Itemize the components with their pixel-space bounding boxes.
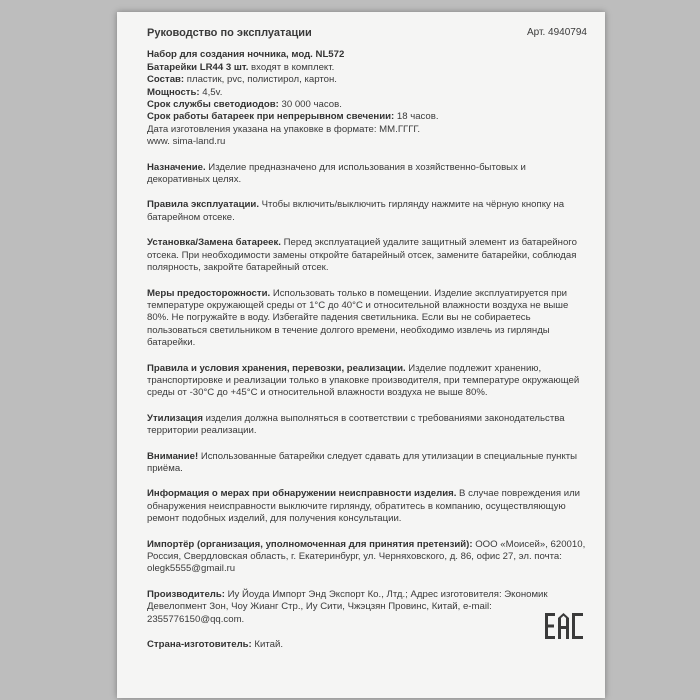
website: www. sima-land.ru (147, 136, 226, 148)
section-storage: Правила и условия хранения, перевозки, реализации. Изделие подлежит хранению, транспортировке и реализации только в упаковке производителя, при температуре окружающей среды от -30°С до +45°С и относительной влажности воздуха не выше 80%. (147, 362, 580, 399)
section-country: Страна-изготовитель: Китай. (147, 639, 284, 651)
section-attention: Внимание! Использованные батарейки следует сдавать для утилизации в специальные пункты приёма. (147, 450, 578, 474)
spec-date: Дата изготовления указана на упаковке в формате: ММ.ГГГГ. (147, 123, 421, 135)
sheet-content (147, 27, 587, 651)
spec-batteries: Батарейки LR44 3 шт. входят в комплект. (147, 61, 335, 73)
section-importer: Импортёр (организация, уполномоченная для принятия претензий): ООО «Моисей», 620010, Россия, Свердловская область, г. Екатеринбург, ул. Черняховского, д. 86, офис 27, эл. почта: olegk5555@gmail.ru (147, 538, 586, 575)
spec-battery-time: Срок работы батареек при непрерывном свечении: 18 часов. (147, 111, 439, 123)
section-disposal: Утилизация изделия должна выполняться в соответствии с требованиями законодательства территории реализации. (147, 412, 565, 437)
instruction-sheet (117, 12, 605, 698)
section-precautions: Меры предосторожности. Использовать только в помещении. Изделие эксплуатируется при температуре окружающей среды от 1°С до 40°С и относительной влажности воздуха не выше 80%. Не погружайте в воду. Избегайте падения светильника. Если вы не собираетесь пользоваться светильником в течение долгого времени, необходимо извлечь из гирлянды батарейки. (147, 287, 569, 349)
section-purpose: Назначение. Изделие предназначено для использования в хозяйственно-бытовых и декоративных целях. (147, 161, 526, 186)
document-title: Руководство по эксплуатации (147, 27, 312, 39)
spec-lifetime: Срок службы светодиодов: 30 000 часов. (147, 99, 342, 111)
section-malfunction: Информация о мерах при обнаружении неисправности изделия. В случае повреждения или обнаружения неисправности выключите гирлянду, обратитесь в компанию, осуществляющую ремонт подобных изделий, для получения консультации. (147, 488, 581, 525)
product-name: Набор для создания ночника, мод. NL572 (147, 49, 345, 61)
section-usage-rules: Правила эксплуатации. Чтобы включить/выключить гирлянду нажмите на чёрную кнопку на батарейном отсеке. (147, 199, 565, 223)
section-battery-replacement: Установка/Замена батареек. Перед эксплуатацией удалите защитный элемент из батарейного отсека. При необходимости замены откройте батарейный отсек, замените батарейки, соблюдая полярность, закройте батарейный отсек. (147, 237, 577, 274)
eac-mark-icon (544, 612, 584, 640)
article-number: Арт. 4940794 (527, 27, 587, 38)
section-manufacturer: Производитель: Иу Йоуда Импорт Энд Экспорт Ко., Лтд.; Адрес изготовителя: Экономик Девелопмент Зон, Чоу Жианг Стр., Иу Сити, Чжэцзян Провинс, Китай, e-mail: 2355776150@qq.com. (147, 588, 548, 625)
product-specs (147, 49, 587, 148)
spec-power: Мощность: 4,5v. (147, 86, 223, 98)
spec-material: Состав: пластик, pvc, полистирол, картон. (147, 74, 337, 86)
